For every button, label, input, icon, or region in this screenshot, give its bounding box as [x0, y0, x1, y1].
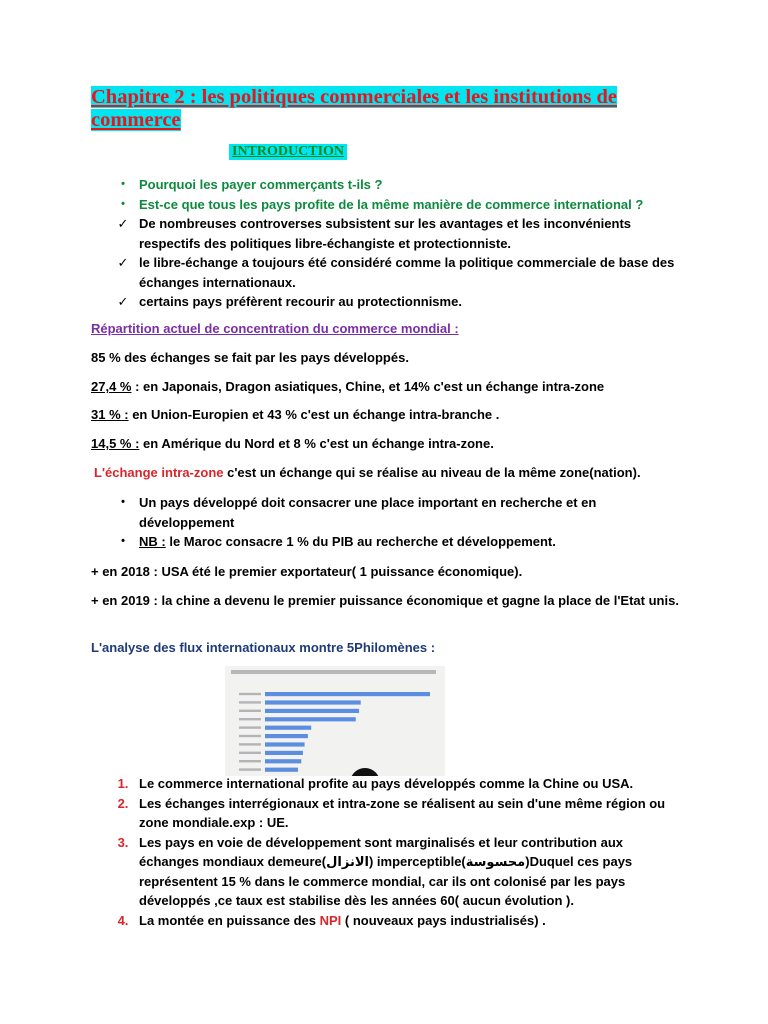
- phenomenes-list: [0, 774, 679, 930]
- phenomene-text: Le commerce international profite au pays développés comme la Chine ou USA.: [139, 776, 634, 791]
- year-2019-note: + en 2019 : la chine a devenu le premier puissance économique et gagne la place de l'Etat unis.: [91, 593, 679, 608]
- npi-term: NPI: [319, 912, 342, 928]
- bar-chart: [225, 666, 445, 776]
- phenomene-text: Les échanges interrégionaux et intra-zone se réalisent au sein d'une même région ou zone mondiale.exp : UE.: [139, 795, 666, 830]
- development-list: [0, 493, 679, 552]
- chart-bar: [265, 709, 359, 713]
- intro-item-text: Est-ce que tous les pays profite de la même manière de commerce international ?: [139, 196, 644, 212]
- list-marker: •: [121, 496, 125, 508]
- flux-heading: L'analyse des flux internationaux montre 5Philomènes :: [91, 640, 436, 655]
- intro-item: [0, 195, 679, 215]
- intro-item-text: certains pays préfèrent recourir au protectionnisme.: [139, 294, 462, 309]
- phenomene-text: ( nouveaux pays industrialisés) .: [341, 912, 546, 928]
- development-item-text: le Maroc consacre 1 % du PIB au recherche et développement.: [165, 534, 556, 549]
- list-marker: 3.: [117, 834, 129, 850]
- chart-bar: [265, 768, 298, 772]
- development-item: [0, 493, 679, 532]
- bar-label-blur: [239, 735, 261, 737]
- flux-chart-image: [225, 666, 445, 776]
- intro-item: [0, 253, 679, 292]
- intro-item: [0, 214, 679, 253]
- list-marker: 2.: [117, 795, 129, 811]
- list-marker: ✓: [117, 294, 129, 309]
- stat-row: 14,5 % : en Amérique du Nord et 8 % c'est un échange intra-zone.: [91, 436, 494, 451]
- intro-item-text: De nombreuses controverses subsistent sur les avantages et les inconvénients respectifs des politiques libre-échangiste et protectionniste.: [139, 216, 632, 251]
- intro-item-text: Pourquoi les payer commerçants t-ils ?: [139, 177, 383, 192]
- introduction-heading: INTRODUCTION: [229, 144, 347, 160]
- bar-label-blur: [239, 743, 261, 745]
- chart-bar: [265, 717, 356, 721]
- bar-label-blur: [239, 752, 261, 754]
- intro-item-text: le libre-échange a toujours été considéré comme la politique commerciale de base des échanges internationaux.: [139, 255, 675, 290]
- list-marker: 1.: [117, 776, 129, 791]
- bar-label-blur: [239, 726, 261, 728]
- phenomene-item: [0, 794, 679, 833]
- phenomene-text: Les pays en voie de développement sont marginalisés et leur contribution aux échanges mondiaux demeure(الانزال) imperceptible(محسوسة)Duquel ces pays représentent 15 % dans le commerce mondial, car ils ont colonisé par les pays développés ,ce taux est stabilise dès les années 60( aucun évolution ).: [139, 834, 633, 908]
- development-item-text: Un pays développé doit consacrer une place important en recherche et en développement: [139, 495, 597, 530]
- list-marker: •: [121, 178, 125, 190]
- bar-label-blur: [239, 701, 261, 703]
- stat-row: 31 % : en Union-Europien et 43 % c'est un échange intra-branche .: [91, 407, 500, 422]
- chart-bar: [265, 751, 303, 755]
- chart-bar: [265, 759, 301, 763]
- chart-bar: [265, 726, 311, 730]
- list-marker: ✓: [117, 255, 129, 270]
- introduction-list: [0, 175, 679, 312]
- phenomene-item: [0, 833, 679, 911]
- chart-bar: [265, 734, 308, 738]
- list-marker: ✓: [117, 216, 129, 231]
- chart-bar: [265, 742, 305, 746]
- phenomene-item: [0, 911, 679, 931]
- list-marker: •: [121, 535, 125, 547]
- bar-label-blur: [239, 693, 261, 695]
- intro-item: [0, 175, 679, 195]
- list-marker: 4.: [117, 912, 129, 928]
- bar-label-blur: [239, 718, 261, 720]
- intra-zone-definition: L'échange intra-zone c'est un échange qui se réalise au niveau de la même zone(nation).: [94, 465, 641, 480]
- year-2018-note: + en 2018 : USA été le premier exportateur( 1 puissance économique).: [91, 564, 523, 579]
- nb-label: NB :: [139, 534, 166, 549]
- chart-bar: [265, 700, 361, 704]
- bar-label-blur: [239, 760, 261, 762]
- phenomene-item: [0, 774, 679, 794]
- stat-row: 27,4 % : en Japonais, Dragon asiatiques, Chine, et 14% c'est un échange intra-zone: [91, 379, 605, 394]
- chapter-title: Chapitre 2 : les politiques commerciales et les institutions de commerce: [91, 86, 617, 131]
- list-marker: •: [121, 197, 125, 210]
- intro-item: [0, 292, 679, 312]
- bar-label-blur: [239, 710, 261, 712]
- repartition-heading: Répartition actuel de concentration du commerce mondial :: [91, 321, 459, 336]
- chart-bar: [265, 692, 430, 696]
- development-item: [0, 532, 679, 552]
- stat-85-percent: 85 % des échanges se fait par les pays développés.: [91, 350, 409, 365]
- bar-label-blur: [239, 768, 261, 770]
- phenomene-text: La montée en puissance des: [139, 912, 320, 928]
